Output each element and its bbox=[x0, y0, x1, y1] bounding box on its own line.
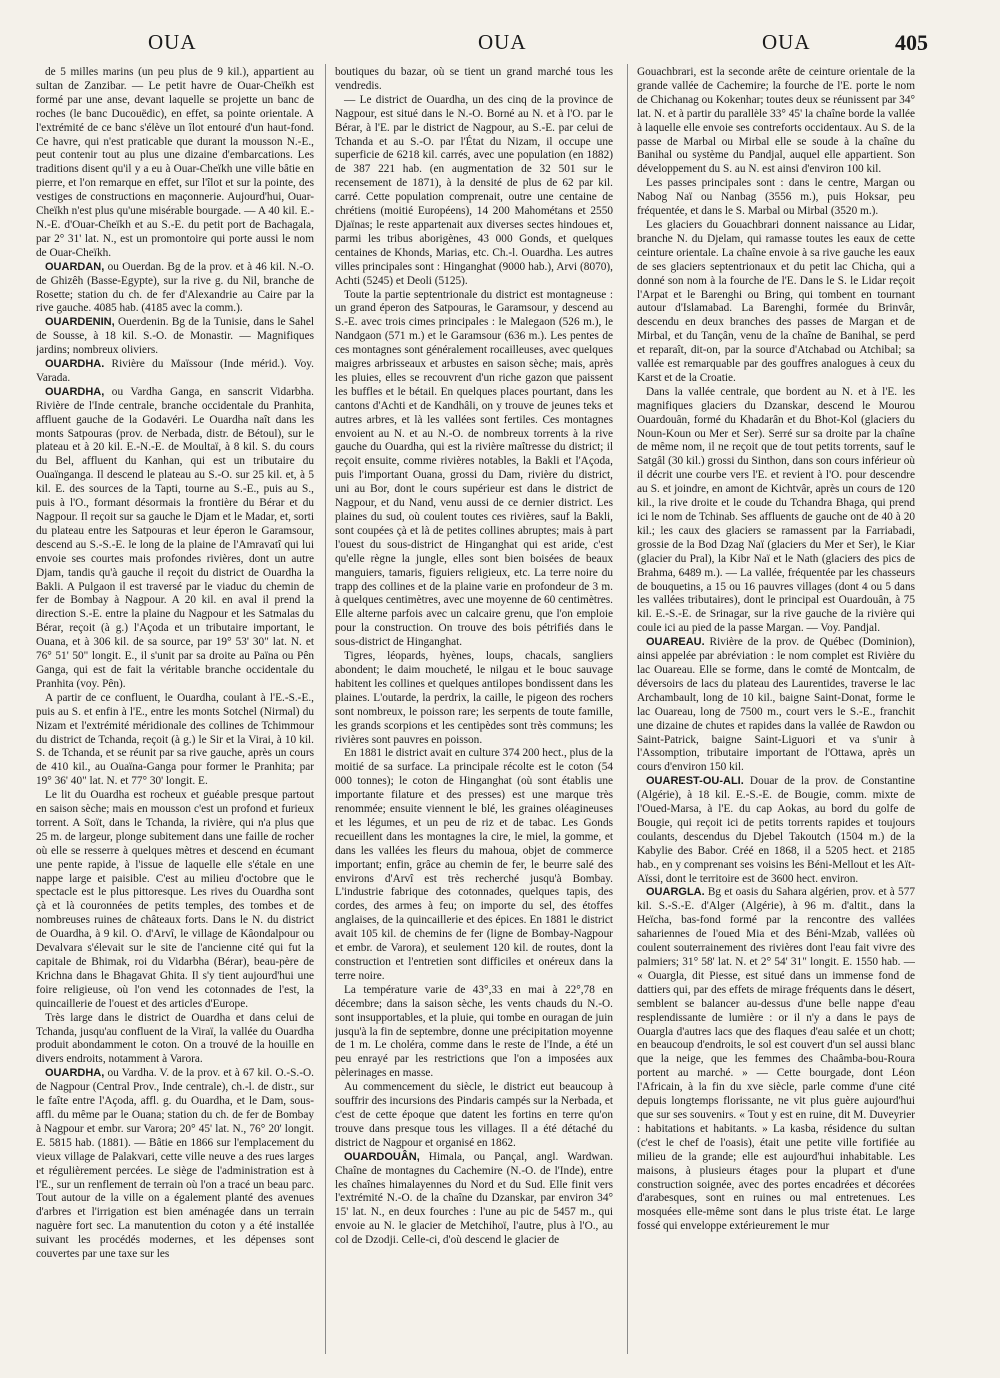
dictionary-entry bbox=[637, 636, 915, 775]
dictionary-entry bbox=[36, 316, 314, 358]
header-word-middle: OUA bbox=[478, 30, 527, 54]
dictionary-entry bbox=[637, 775, 915, 886]
running-header bbox=[0, 30, 1000, 60]
header-word-left: OUA bbox=[148, 30, 197, 54]
text-paragraph bbox=[335, 289, 613, 651]
entry-text: Les glaciers du Gouachbrari donnent naissance au Lidar, branche N. du Djelam, qui ramasse toutes les eaux de cette ceinture orientale. La chaîne envoie à sa rive gauche les eaux de ses glaciers septentrionaux et du petit lac Chicha, qui a donné son nom à la fourche de l'E. Dans le S. le Lidar reçoit l'Arpat et le Barenghi ou Bring, qui tombent en tournant autour d'Islamabad. La Barenghi, formée du Brinvâr, descendu en deux branches des passes de Margan et de Mirbal, et du Tançân, venu de la chaîne de Banihal, se perd et reparaît, dit-on, par la source d'Atchabad ou Atchibal; sa vallée est remarquable par des gouffres analogues à ceux du Karst et de la Croatie. bbox=[637, 218, 915, 384]
dictionary-entry bbox=[335, 1151, 613, 1248]
entry-text: La température varie de 43°,33 en mai à 22°,78 en décembre; dans la saison sèche, les vents chauds du N.-O. sont insupportables, et la pluie, qui tombe en ouragan de juin jusqu'à la fin de septembre, donne une précipitation moyenne de 1 m. Le choléra, comme dans le reste de l'Inde, a été un peu enrayé par les restrictions que l'on a imposées aux pèlerinages en masse. bbox=[335, 983, 613, 1080]
entry-text: En 1881 le district avait en culture 374 200 hect., plus de la moitié de sa surface. La principale récolte est le coton (54 000 tonnes); le coton de Hinganghat (où sont établis une importante filature et des presses) est une marque très renommée; ensuite viennent le blé, les graines oléagineuses et les légumes, et un peu de riz et de tabac. Les Gonds recueillent dans les montagnes la cire, le miel, la gomme, et dans les vallées les fleurs du mahoua, objet de commerce important; enfin, grâce au chemin de fer, le beurre salé des environs d'Arvî est très recherché jusqu'à Bombay. L'industrie fabrique des cotonnades, quelques tapis, des cordes, des armes à feu; on importe du sel, des étoffes anglaises, de la quincaillerie et des épices. En 1881 le district avait 105 kil. de chemins de fer (ligne de Bombay-Nagpour et embr. de Varora), et seulement 120 kil. de routes, dont la construction et l'entretien sont difficiles et onéreux dans la terre noire. bbox=[335, 747, 613, 982]
text-paragraph bbox=[637, 219, 915, 386]
entry-headword: OUARDAN, bbox=[45, 260, 105, 273]
text-paragraph bbox=[36, 692, 314, 789]
entry-text: Bg et oasis du Sahara algérien, prov. et à 577 kil. S.-S.-E. d'Alger (Algérie), à 96 m. d'altit., dans la Heïcha, bas-fond formé par la rencontre des vallées sahariennes de l'oued Mia et des Béni-Mzab, vallées où coulent souterrainement des rivières dont l'eau fait vivre des palmiers; 31° 58' lat. N. et 2° 54' 31" longit. E. 1550 hab. — « Ouargla, dit Piesse, est situé dans un immense fond de dattiers qui, par des effets de mirage fréquents dans le désert, semblent se balancer au-dessus d'une belle nappe d'eau resplendissante de lumière : or il n'y a dans le pays de Ouargla d'autres lacs que des flaques d'eau salée et un chott; en beaucoup d'endroits, le sol est couvert d'un sel aussi blanc que la neige, que les femmes des Chaâmba-bou-Roura portent au marché. » — Cette bourgade, dont Léon l'Africain, à la fin du xve siècle, parle comme d'une cité depuis longtemps florissante, ne vit plus guère aujourd'hui que sur ses souvenirs. « Tout y est en ruine, dit M. Duveyrier : habitations et habitants. » La kasba, résidence du sultan (c'est le chef de l'oasis), était une petite ville fortifiée au milieu de la grande; elle est aujourd'hui inhabitable. Les maisons, à plusieurs étages pour la plupart et d'une construction soignée, avec des portes encadrées et décorées d'arabesques, sont en ruines ou mal entretenues. Les mosquées elle-même sont dans le plus triste état. Le large fossé qui enveloppe extérieurement le mur bbox=[637, 886, 915, 1233]
text-paragraph bbox=[335, 66, 613, 94]
entry-headword: OUAREST-OU-ALI. bbox=[646, 775, 744, 788]
entry-text: Les passes principales sont : dans le centre, Margan ou Nabog Naï ou Nanbag (3556 m.), puis Hoksar, peu fréquentée, et dans le S. Marbal ou Mirbal (3520 m.). bbox=[637, 177, 915, 218]
text-column-2 bbox=[335, 66, 613, 1366]
text-paragraph bbox=[335, 94, 613, 289]
entry-text: Rivière du Maïssour (Inde mérid.). Voy. Varada. bbox=[36, 358, 314, 384]
entry-text: Tigres, léopards, hyènes, loups, chacals, sangliers abondent; le daim moucheté, le nilgau et le bouc sauvage habitent les collines et quelques antilopes bondissent dans les plaines. L'outarde, la perdrix, la caille, le pigeon des rochers sont nombreux, le poisson rare; les serpents de toute famille, les grands scorpions et les centipèdes sont très communs; les rivières sont pauvres en poisson. bbox=[335, 650, 613, 746]
entry-text: Le lit du Ouardha est rocheux et guéable presque partout en saison sèche; mais en mousson c'est un profond et furieux torrent. A Soït, dans le Tchanda, la rivière, qui n'a plus que 25 m. de largeur, plonge subitement dans une faille de rocher où elle se resserre à quelques mètres et descend en écumant une pente rapide, à l'issue de laquelle elle s'étale en une nappe large et paisible. C'est au milieu d'octobre que le spectacle est le plus pittoresque. Les rives du Ouardha sont çà et là couronnées de petits temples, des tombes et de nombreuses ruines de châteaux forts. Dans le N. du district de Ouardha, à 9 kil. O. d'Arvî, le village de Kâondalpour ou Devalvara s'élevait sur le site de l'ancienne cité qui fut la capitale de Bhimak, roi du Vidarbha (Bérar), beau-père de Krichna dans le Bhagavat Ghita. Il s'y tient aujourd'hui une foire religieuse, où l'on vend les cotonnades de l'est, la quincaillerie de l'ouest et des articles d'Europe. bbox=[36, 789, 314, 1010]
entry-text: — Le district de Ouardha, un des cinq de la province de Nagpour, est situé dans le N.-O. Borné au N. et à l'O. par le Bérar, à l'E. par le district de Nagpour, au S.-E. par celui de Tchanda et au S.-O. par l'État du Nizam, il occupe une superficie de 6218 kil. carrés, avec une population (en 1882) de 387 221 hab. (en augmentation de 32 501 sur le recensement de 1871), à la densité de plus de 62 par kil. carré. Cette population comprenait, outre une centaine de chrétiens (moitié Européens), 14 200 Mahométans et 2550 Djaïnas; le reste appartenait aux diverses sectes hindoues et, parmi les tribus aborigènes, 43 000 Gonds, et quelques centaines de Khonds, Marias, etc. Ch.-l. Ouardha. Les autres villes principales sont : Hinganghat (9000 hab.), Arvi (8070), Achti (5245) et Deoli (5125). bbox=[335, 93, 613, 287]
entry-text: A partir de ce confluent, le Ouardha, coulant à l'E.-S.-E., puis au S. et enfin à l'E., entre les monts Sotchel (Nirmal) du Nizam et l'extrémité méridionale des collines de Tchimmour du district de Tchanda, reçoit (à g.) le Sir et la Virai, à 10 kil. S. de Tchanda, et se réunit par sa rive gauche, après un cours de 410 kil., au Ouaïna-Ganga pour former le Pranhita; par 19° 36' 40" lat. N. et 77° 30' longit. E. bbox=[36, 691, 314, 788]
entry-headword: OUARDHA, bbox=[45, 385, 105, 398]
entry-text: Douar de la prov. de Constantine (Algérie), à 18 kil. E.-S.-E. de Bougie, comm. mixte de l'Oued-Marsa, à l'E. du cap Aokas, au bord du golfe de Bougie, qui reçoit ici de petits torrents rapides et toujours coulants, descendus du Djebel Takoutch (1504 m.) de la Kabylie des Babor. Créé en 1868, il a 5205 hect. et 2185 hab., en y comprenant ses voisins les Béni-Mellout et les Aït-Aïssi, dont le territoire est de 3600 hect. environ. bbox=[637, 775, 915, 885]
text-paragraph bbox=[335, 650, 613, 747]
text-column-3 bbox=[637, 66, 915, 1366]
dictionary-entry bbox=[36, 1067, 314, 1262]
page-number: 405 bbox=[895, 30, 928, 55]
dictionary-entry bbox=[36, 358, 314, 386]
entry-headword: OUAREAU. bbox=[646, 636, 705, 649]
entry-headword: OUARDOUÂN, bbox=[344, 1150, 420, 1163]
text-paragraph bbox=[335, 1081, 613, 1151]
text-column-1 bbox=[36, 66, 314, 1366]
text-paragraph bbox=[335, 984, 613, 1081]
column-divider bbox=[627, 64, 628, 1354]
entry-text: ou Vardha Ganga, en sanscrit Vidarbha. Rivière de l'Inde centrale, branche occidentale du Pranhita, affluent gauche de la Godavéri. Le Ouardha naît dans les monts Satpouras (prov. de Nerbada, distr. de Bétoul), sur le plateau et à 20 kil. E.-N.-E. de Moultaï, à 8 kil. S. du cours du Bel, affluent du Kanhan, qui est un tributaire du Ouaïnganga. Il descend le plateau au S.-O. sur 25 kil. et, à 5 kil. E. des sources de la Tapti, tourne au S.-E., puis au S., puis à l'O., formant désormais la frontière du Bérar et du Nagpour. Il reçoit sur sa gauche le Djam et le Madar, et, sorti du plateau entre les Satpouras et leur éperon le Garamsour, descend au S.-S.-E. le long de la plaine de l'Amravatî qui lui envoie ses courtes mais profondes rivières, dont un autre Djam, tandis qu'à gauche il reçoit du district de Ouardha la Bakli. A Pulgaon il est traversé par le viaduc du chemin de fer de Bombay à Nagpour. A 20 kil. en aval il prend la direction S.-E. entre la plaine du Nagpour et les Satmalas du Bérar, reçoit (à g.) l'Açoda et un tributaire important, le Ouana, et à 306 kil. de sa source, par 19° 53' 30" lat. N. et 76° 51' 50" longit. E., il s'unit par sa droite au Païna ou Pên Ganga, qui est de fait la véritable branche occidentale du Pranhita (voy. Pên). bbox=[36, 385, 314, 690]
entry-text: Au commencement du siècle, le district eut beaucoup à souffrir des incursions des Pindaris campés sur la Nerbada, et c'est de cette époque que datent les fortins en terre qu'on trouve dans presque tous les villages. Il a été détaché du district de Nagpour et organisé en 1862. bbox=[335, 1081, 613, 1149]
text-paragraph bbox=[637, 386, 915, 636]
entry-text: Gouachbrari, est la seconde arête de ceinture orientale de la grande vallée de Cachemire; la fourche de l'E. porte le nom de Chichanag ou Kokenhar; toutes deux se réunissent par 34° lat. N. et à partir du parallèle 33° 45' la chaîne borde la vallée à laquelle elle envoie ses contreforts occidentaux. Au S. de la passe de Marbal ou Mirbal elle se soude à la chaîne du Banihal ou système du Pandjal, auquel elle appartient. Son développement du S. au N. est ainsi d'environ 100 kil. bbox=[637, 66, 915, 176]
dictionary-entry bbox=[36, 261, 314, 317]
entry-headword: OUARDHA. bbox=[45, 358, 105, 371]
text-paragraph bbox=[637, 177, 915, 219]
entry-headword: OUARDENIN, bbox=[45, 316, 115, 329]
text-paragraph bbox=[36, 66, 314, 261]
header-word-right: OUA bbox=[762, 30, 811, 54]
dictionary-entry bbox=[637, 886, 915, 1234]
text-paragraph bbox=[335, 747, 613, 983]
column-divider bbox=[325, 64, 326, 1354]
entry-headword: OUARDHA, bbox=[45, 1067, 105, 1080]
entry-headword: OUARGLA. bbox=[646, 886, 705, 899]
entry-text: Dans la vallée centrale, que bordent au N. et à l'E. les magnifiques glaciers du Dzanskar, descend le Mourou Ouardouân, formé du Khadarân et du Bhot-Kol (glaciers du Noun-Koun ou Mer et Ser). Serré sur sa droite par la chaîne de même nom, il ne reçoit que de tout petits torrents, sauf le Satgâl (30 kil.) grossi du Sinthon, dans son cours inférieur où il décrit une courbe vers l'E. et revient à l'O. pour descendre au S. et joindre, en amont de Kichtvâr, après un cours de 120 kil., la rive droite et le coude du Tchandra Bhaga, qui prend ici le nom de Tchinab. Ses affluents de gauche ont de 40 à 20 kil.; les caux des glaciers se ramassent par la Farriabadi, grossie de la Bod Dzag Naï (glaciers du Mer et Ser), le Kiar (glacier du Pral), la Kibr Naï et le Nath (glaciers des pics de Brahma, 6489 m.). — La vallée, fréquentée par les chasseurs de bouquetins, a 15 ou 16 pauvres villages (dont 4 ou 5 dans les vallées tributaires), dont le principal est Ouardouân, à 75 kil. E.-S.-E. de Srinagar, sur la rive gauche de la rivière qui coule ici au pied de la passe Margan. — Voy. Pandjal. bbox=[637, 385, 915, 635]
text-paragraph bbox=[36, 789, 314, 1012]
entry-text: Très large dans le district de Ouardha et dans celui de Tchanda, jusqu'au confluent de la Viraï, la vallée du Ouardha produit abondamment le coton. On a trouvé de la houille en divers endroits, notamment à Varora. bbox=[36, 1011, 314, 1066]
entry-text: Ouerdenin. Bg de la Tunisie, dans le Sahel de Sousse, à 18 kil. S.-O. de Monastir. — Magnifiques jardins; nombreux oliviers. bbox=[36, 316, 314, 357]
entry-text: de 5 milles marins (un peu plus de 9 kil.), appartient au sultan de Zanzibar. — Le petit havre de Ouar-Cheïkh est formé par une anse, devant laquelle se projette un banc de roches (le banc Ducouëdic), en effet, sa pointe orientale. A l'extrémité de ce banc s'élève un îlot entouré d'un haut-fond. Ce havre, qui n'est praticable que durant la mousson N.-E., peut contenir tout au plus une dizaine d'embarcations. Les traditions disent qu'il y a eu à Ouar-Cheïkh une ville bâtie en pierre, et l'on remarque en effet, sur l'îlot et sur la pointe, des vestiges de constructions en maçonnerie. Aujourd'hui, Ouar-Cheïkh n'est plus qu'une misérable bourgade. — A 40 kil. E.-N.-E. d'Ouar-Cheïkh et au S.-E. du petit port de Bachagala, par 2° 31' lat. N., est un promontoire qui porte aussi le nom de Ouar-Cheïkh. bbox=[36, 66, 314, 259]
entry-text: Toute la partie septentrionale du district est montagneuse : un grand éperon des Satpouras, le Garamsour, y descend au S.-E. avec trois cimes principales : le Malegaon (526 m.), le Nandgaon (571 m.) et le Garamsour (636 m.). Les pentes de ces montagnes sont généralement rocailleuses, avec quelques maigres arbrisseaux et arbustes en saison sèche; mais, après les pluies, elles se recouvrent d'un riche gazon que paissent les buffles et le bétail. En quelques places pourtant, dans les cantons d'Achti et de Kandhâli, on y trouve de jeunes teks et autres arbres, et là les vallées sont fertiles. Ces montagnes envoient au N. et au N.-O. de nombreux torrents à la rive gauche du Ouardha, qui est la rivière maîtresse du district; il reçoit ensuite, comme rivières notables, la Bakli et l'Açoda, puis l'important Ouana, grossi du Dam, rivière du district, uni au Bor, dont le cours supérieur est dans le district de Nagpour, et du Nand, venu aussi de ce dernier district. Les plaines du sud, où coulent toutes ces rivières, sauf la Bakli, sont coupées çà et là de petites collines abruptes; mais à part l'ouest du sous-district de Hinganghat qui est aride, c'est qu'elle règne la jungle, elles sont bien boisées de beaux manguiers, tamaris, figuiers religieux, etc. La terre noire du trapp des collines et de la plaine varie en profondeur de 3 m. à quelques centimètres, avec une moyenne de 60 centimètres. Elle alterne parfois avec un calcaire grenu, que l'on emploie pour la construction. On trouve des bois pétrifiés dans le sous-district de Hinganghat. bbox=[335, 288, 613, 649]
entry-text: ou Vardha. V. de la prov. et à 67 kil. O.-S.-O. de Nagpour (Central Prov., Inde centrale), ch.-l. de distr., sur le faîte entre l'Açoda, affl. g. du Ouardha, et le Dam, sous-affl. du même par le Ouana; station du ch. de fer de Bombay à Nagpour et embr. sur Varora; 20° 45' lat. N., 76° 20' longit. E. 5815 hab. (1881). — Bâtie en 1866 sur l'emplacement du vieux village de Palakvari, cette ville neuve a des rues larges et régulièrement percées. Le siège de l'administration est à l'E., sur un renflement de terrain où l'on a tracé un beau parc. Tout autour de la ville on a également planté des avenues d'arbres et l'irrigation est bien aménagée dans un terrain naguère fort sec. La manutention du coton y a été installée suivant les procédés modernes, et les dépenses sont couvertes par une taxe sur les bbox=[36, 1067, 314, 1261]
entry-text: ou Ouerdan. Bg de la prov. et à 46 kil. N.-O. de Ghizêh (Basse-Egypte), sur la rive g. du Nil, branche de Rosette; station du ch. de fer d'Alexandrie au Caire par la rive gauche. 4085 hab. (4185 avec la comm.). bbox=[36, 260, 314, 315]
entry-text: Himala, ou Pançal, angl. Wardwan. Chaîne de montagnes du Cachemire (N.-O. de l'Inde), entre les chaînes himalayennes du Nord et du Sud. Elle finit vers l'extrémité N.-O. de la chaîne du Dzanskar, par environ 34° 15' lat. N., en deux fourches : l'une au pic de 5457 m., qui envoie au N. le glacier de Metchihoï, l'autre, plus à l'O., au col de Dzodji. Celle-ci, d'où descend le glacier de bbox=[335, 1150, 613, 1247]
dictionary-entry bbox=[36, 386, 314, 692]
text-paragraph bbox=[637, 66, 915, 177]
entry-text: Rivière de la prov. de Québec (Dominion), ainsi appelée par abréviation : le nom complet est Rivière du lac Ouareau. Elle se forme, dans le comté de Montcalm, de déversoirs de lacs du plateau des Laurentides, traverse le lac Archambault, long de 10 kil., baigne Saint-Donat, forme le lac Ouareau, long de 7500 m., court vers le S.-E., franchit une dizaine de chutes et rapides dans la vallée de Rawdon ou Saint-Patrick, baigne Saint-Liguori et va s'unir à l'Assomption, tributaire important de l'Ottawa, après un cours d'environ 150 kil. bbox=[637, 636, 915, 774]
text-paragraph bbox=[36, 1012, 314, 1068]
entry-text: boutiques du bazar, où se tient un grand marché tous les vendredis. bbox=[335, 66, 613, 92]
